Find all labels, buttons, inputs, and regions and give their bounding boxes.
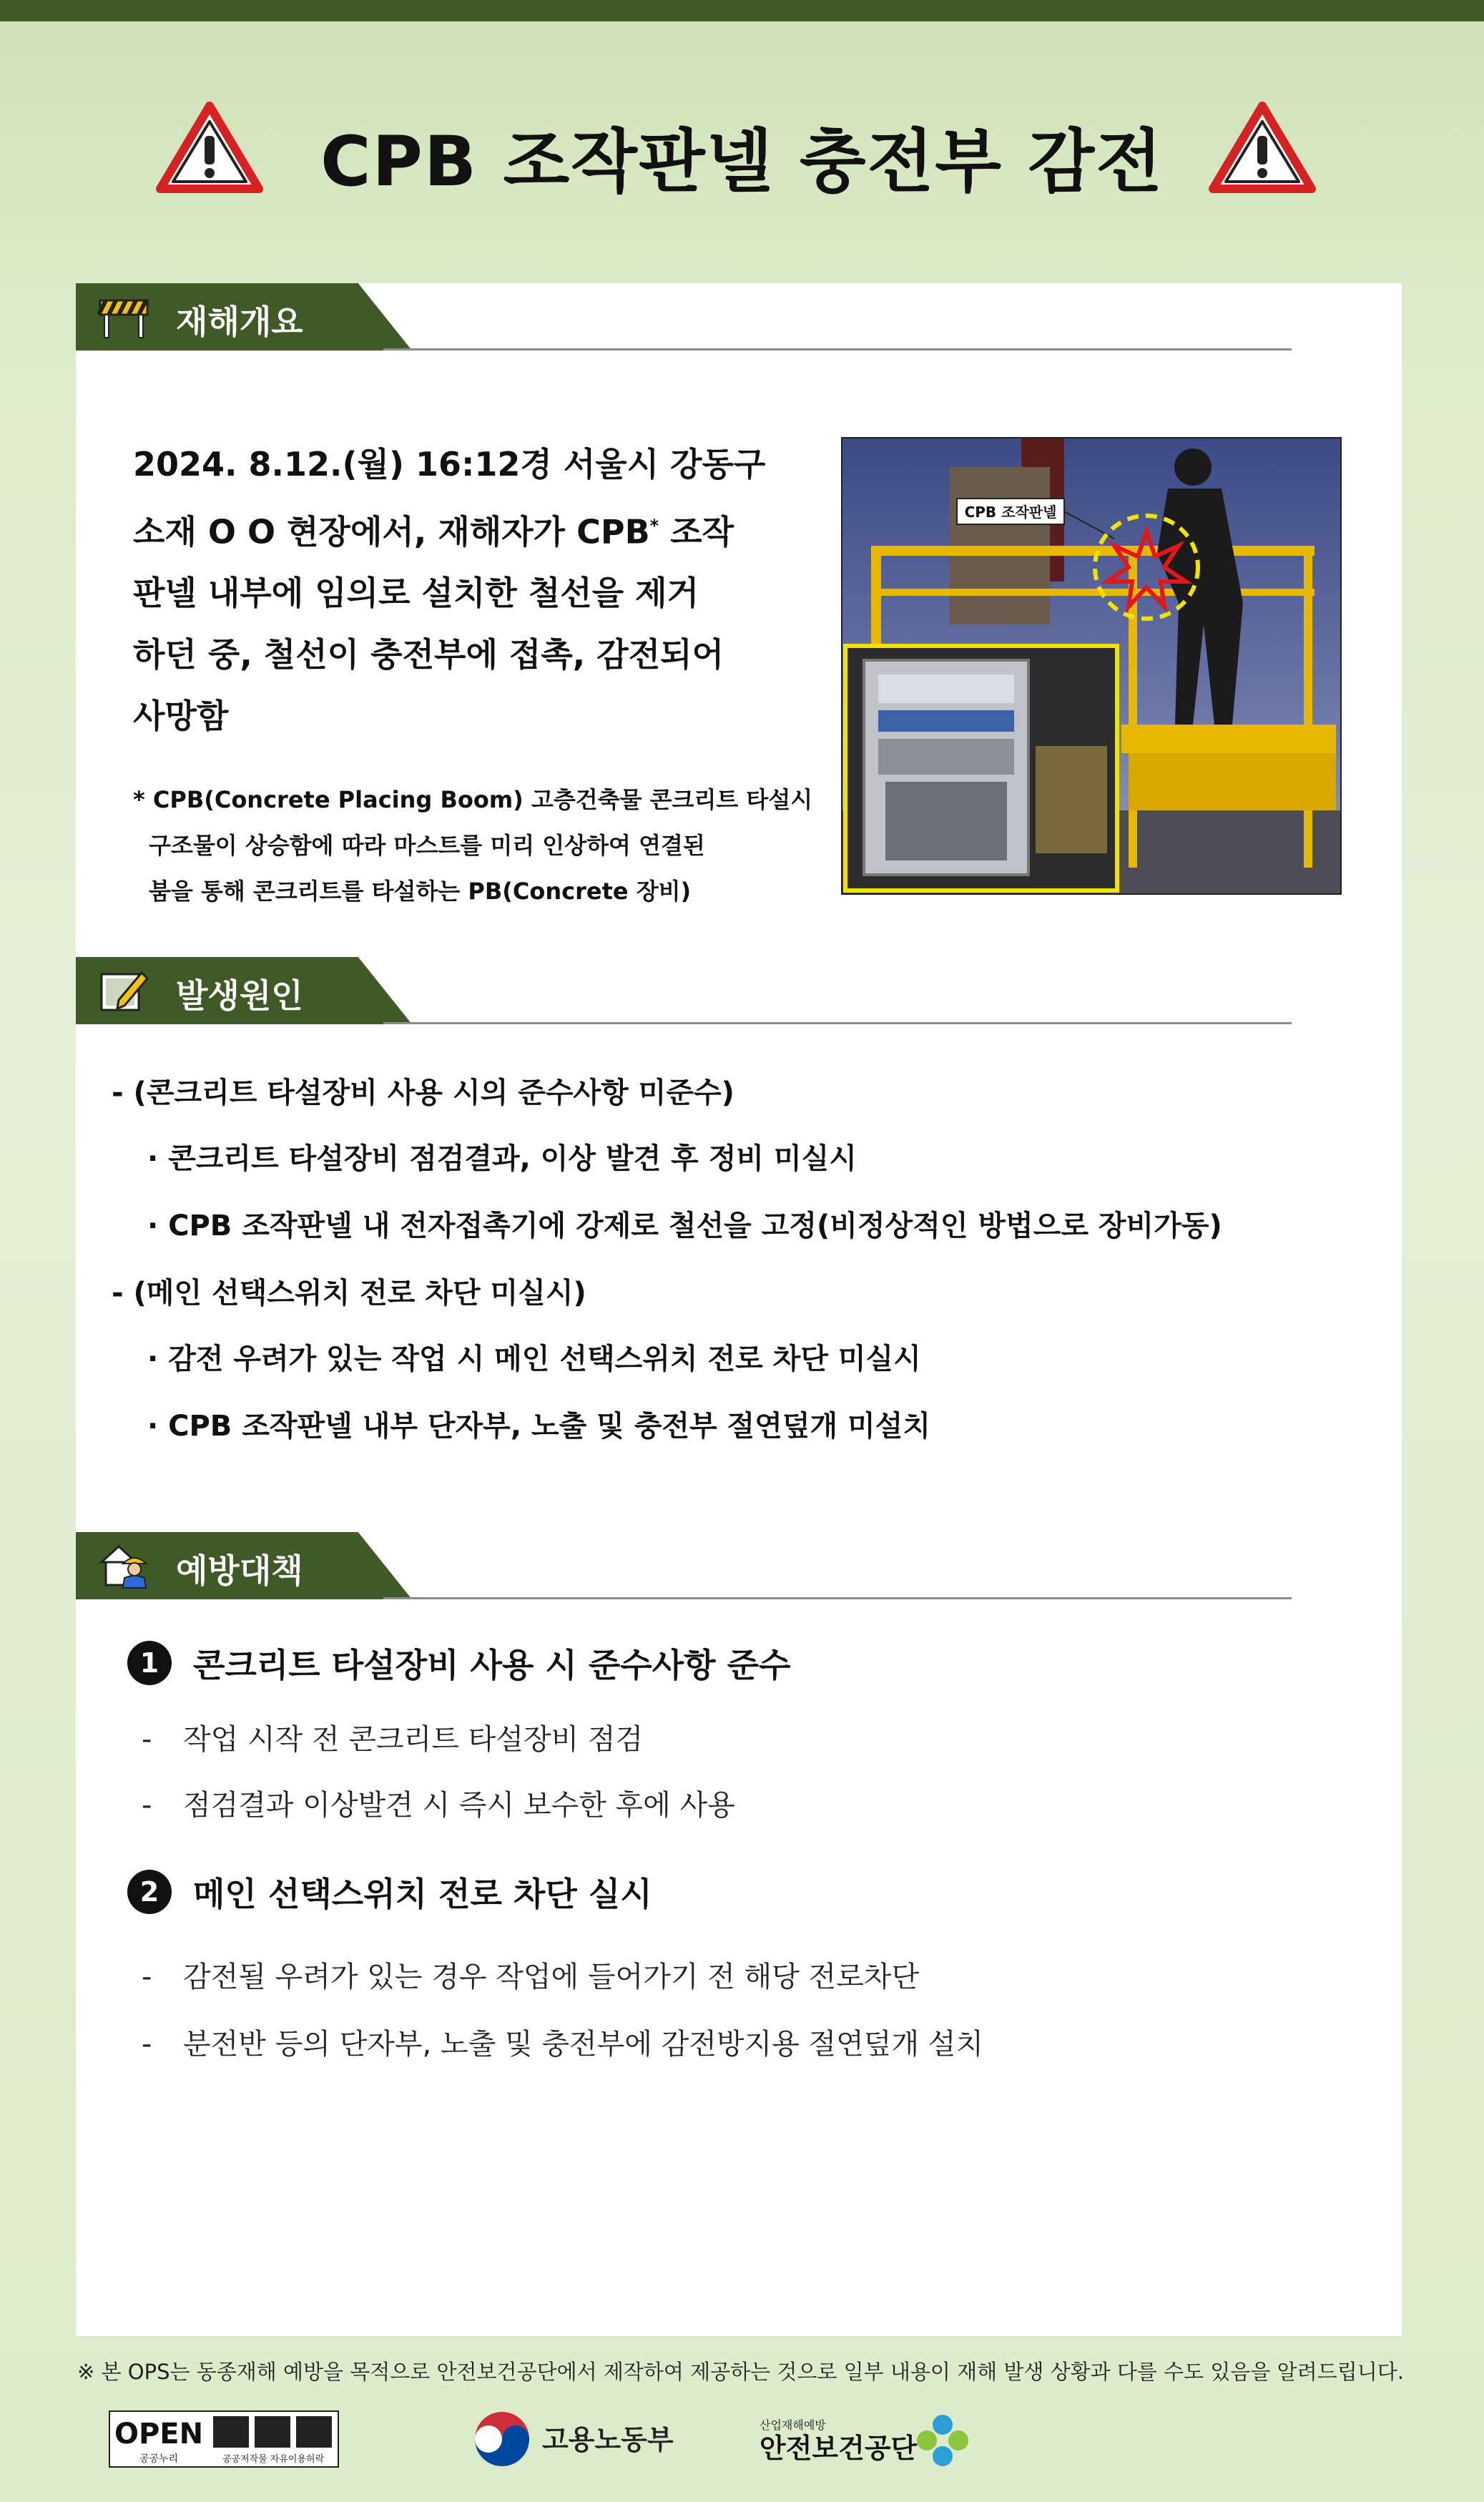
footnote-line: 붐을 통해 콘크리트를 타설하는 PB(Concrete 장비) bbox=[149, 878, 692, 905]
summary-line: 사망함 bbox=[133, 697, 229, 736]
svg-text:공공저작물 자유이용허락: 공공저작물 자유이용허락 bbox=[222, 2454, 325, 2465]
disclaimer-text: ※ 본 OPS는 동종재해 예방을 목적으로 안전보건공단에서 제작하여 제공하는 것으로 일부 내용이 재해 발생 상황과 다를 수도 있음을 알려드립니다. bbox=[77, 2360, 1404, 2384]
summary-line: 2024. 8.12.(월) 16:12경 서울시 강동구 bbox=[133, 445, 766, 484]
photo-label: CPB 조작판넬 bbox=[964, 504, 1057, 521]
summary-line: 판넬 내부에 임의로 설치한 철선을 제거 bbox=[133, 574, 699, 613]
accident-summary bbox=[133, 433, 820, 747]
svg-text:산업재해예방: 산업재해예방 bbox=[760, 2418, 826, 2432]
prevention-item: - 점검결과 이상발견 시 즉시 보수한 후에 사용 bbox=[142, 1789, 735, 1822]
kosha-logo bbox=[758, 2403, 973, 2472]
moel-logo bbox=[472, 2410, 687, 2468]
section-header-cause bbox=[76, 957, 1292, 1024]
cpb-footnote bbox=[133, 777, 848, 914]
prevention-item: - 분전반 등의 단자부, 노출 및 충전부에 감전방지용 절연덮개 설치 bbox=[142, 2028, 984, 2061]
prevention-item: - 작업 시작 전 콘크리트 타설장비 점검 bbox=[142, 1723, 644, 1756]
cause-item: - (메인 선택스위치 전로 차단 미실시) bbox=[112, 1277, 586, 1310]
cause-subitem: · CPB 조작판넬 내부 단자부, 노출 및 충전부 절연덮개 미설치 bbox=[147, 1410, 930, 1443]
svg-text:OPEN: OPEN bbox=[114, 2418, 204, 2451]
safety-worker-icon bbox=[97, 1542, 150, 1589]
cause-subitem: · 감전 우려가 있는 작업 시 메인 선택스위치 전로 차단 미실시 bbox=[147, 1343, 921, 1375]
prevention-heading bbox=[127, 1639, 791, 1687]
section-title-overview: 재해개요 bbox=[176, 303, 303, 341]
cause-item: - (콘크리트 타설장비 사용 시의 준수사항 미준수) bbox=[112, 1076, 734, 1109]
prevention-title: 콘크리트 타설장비 사용 시 준수사항 준수 bbox=[193, 1646, 791, 1684]
section-header-overview bbox=[76, 283, 1292, 350]
svg-text:안전보건공단: 안전보건공단 bbox=[760, 2433, 918, 2464]
section-title-prevention: 예방대책 bbox=[176, 1551, 303, 1590]
summary-line: 소재 O O 현장에서, 재해자가 CPB* 조작 bbox=[133, 512, 734, 551]
number-badge: 2 bbox=[127, 1870, 172, 1914]
cause-subitem: · CPB 조작판넬 내 전자접촉기에 강제로 철선을 고정(비정상적인 방법으로 장비가동) bbox=[147, 1210, 1222, 1242]
footnote-line: 구조물이 상승함에 따라 마스트를 미리 인상하여 연결된 bbox=[149, 832, 705, 859]
cause-subitem: · 콘크리트 타설장비 점검결과, 이상 발견 후 정비 미실시 bbox=[147, 1142, 857, 1175]
barrier-icon bbox=[97, 293, 150, 340]
number-badge: 1 bbox=[127, 1641, 172, 1685]
svg-text:공공누리: 공공누리 bbox=[139, 2453, 179, 2465]
accident-photo bbox=[841, 437, 1342, 895]
top-bar bbox=[0, 0, 1484, 21]
prevention-item: - 감전될 우려가 있는 경우 작업에 들어가기 전 해당 전로차단 bbox=[142, 1961, 920, 1993]
edit-document-icon bbox=[97, 967, 150, 1014]
content-panel bbox=[76, 283, 1402, 2336]
page-title: CPB 조작판넬 충전부 감전 bbox=[320, 122, 1164, 202]
prevention-title: 메인 선택스위치 전로 차단 실시 bbox=[193, 1875, 652, 1913]
kogl-open-logo bbox=[109, 2410, 339, 2468]
prevention-heading bbox=[127, 1868, 652, 1915]
footnote-line: * CPB(Concrete Placing Boom) 고층건축물 콘크리트 타설시 bbox=[133, 786, 813, 813]
section-title-cause: 발생원인 bbox=[176, 976, 303, 1015]
summary-line: 하던 중, 철선이 충전부에 접촉, 감전되어 bbox=[133, 635, 724, 674]
svg-text:고용노동부: 고용노동부 bbox=[542, 2424, 674, 2456]
warning-icon bbox=[1209, 100, 1316, 193]
section-header-prevention bbox=[76, 1532, 1292, 1599]
